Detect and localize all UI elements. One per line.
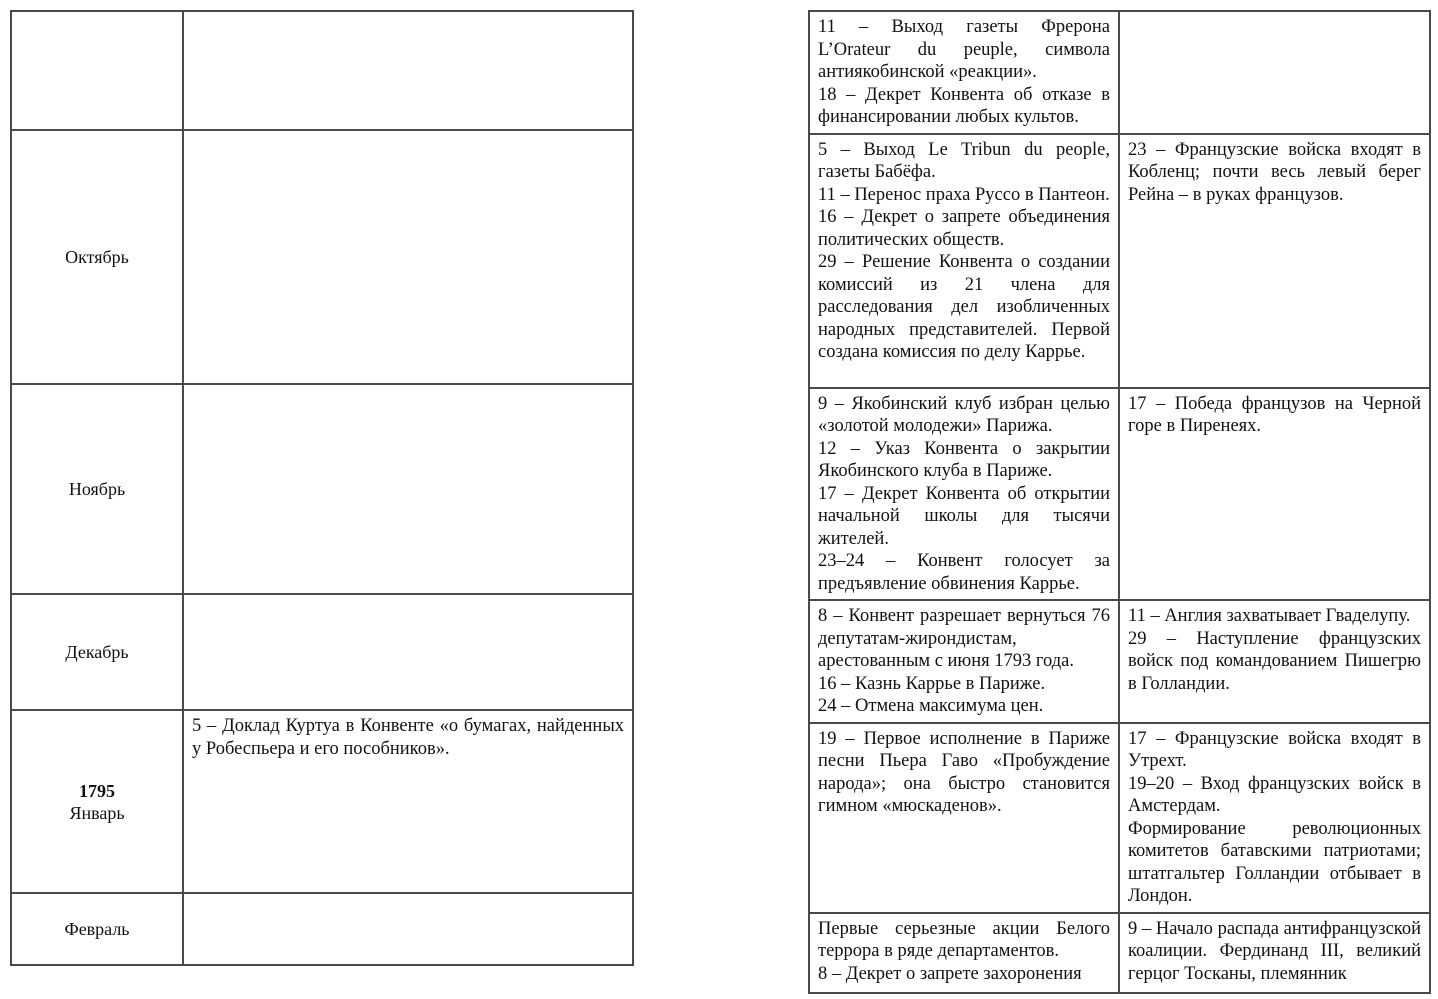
foreign-events-cell: [1119, 11, 1430, 134]
table-row: [809, 913, 1430, 993]
month-cell: [11, 384, 183, 594]
domestic-events-cell: [809, 134, 1119, 388]
domestic-events-cell: [809, 600, 1119, 723]
event-entry: 9 – Якобинский клуб избран целью «золотой молодежи» Парижа.: [818, 393, 1110, 436]
foreign-events-cell: [1119, 134, 1430, 388]
foreign-events-cell: [1119, 388, 1430, 601]
event-entry: 29 – Решение Конвента о создании комиссий из 21 члена для расследования дел изобличенных народных представителей. Первой создана комиссия по делу Каррье.: [818, 252, 1110, 362]
domestic-events-cell: [809, 723, 1119, 913]
event-entry: 9 – Начало распада антифранцузской коалиции. Фердинанд III, великий герцог Тосканы, племянник: [1128, 918, 1421, 984]
domestic-events-cell: [809, 11, 1119, 134]
events-cell: [183, 384, 633, 594]
event-entry: 19–20 – Вход французских войск в Амстердам.: [1128, 773, 1421, 816]
events-cell: [183, 594, 633, 710]
month-label: Ноябрь: [68, 479, 126, 499]
event-entry: 17 – Декрет Конвента об открытии начальной школы для тысячи жителей.: [818, 483, 1110, 549]
month-cell: [11, 710, 183, 893]
table-row: [11, 11, 633, 130]
event-entry: 5 – Доклад Куртуа в Конвенте «о бумагах, найденных у Робеспьера и его пособников».: [192, 716, 624, 759]
table-row: [809, 600, 1430, 723]
month-label: Январь: [69, 802, 125, 823]
event-entry: 5 – Выход Le Tribun du people, газеты Бабёфа.: [818, 139, 1110, 182]
table-row: [11, 710, 633, 893]
event-entry: 11 – Перенос праха Руссо в Пантеон.: [818, 184, 1110, 205]
event-entry: 29 – Наступление французских войск под командованием Пишегрю в Голландии.: [1128, 628, 1421, 694]
table-row: [809, 134, 1430, 388]
event-entry: 17 – Победа французов на Черной горе в Пиренеях.: [1128, 393, 1421, 436]
domestic-events-cell: [809, 388, 1119, 601]
event-entry: 18 – Декрет Конвента об отказе в финансировании любых культов.: [818, 84, 1110, 127]
domestic-events-cell: [809, 913, 1119, 993]
event-entry: Формирование революционных комитетов батавскими патриотами; штатгальтер Голландии отбывает в Лондон.: [1128, 818, 1421, 906]
table-row: [11, 384, 633, 594]
foreign-events-cell: [1119, 723, 1430, 913]
event-entry: 17 – Французские войска входят в Утрехт.: [1128, 728, 1421, 771]
events-cell: [183, 893, 633, 965]
event-entry: Первые серьезные акции Белого террора в ряде департаментов.: [818, 918, 1110, 961]
event-entry: 19 – Первое исполнение в Париже песни Пьера Гаво «Пробуждение народа»; она быстро становится гимном «мюскаденов».: [818, 728, 1110, 816]
events-cell: [183, 130, 633, 384]
year-label: 1795: [79, 780, 115, 801]
month-cell: [11, 893, 183, 965]
month-cell: [11, 594, 183, 710]
event-entry: 8 – Конвент разрешает вернуться 76 депутатам-жирондистам, арестованным с июня 1793 года.: [818, 606, 1110, 671]
foreign-events-cell: [1119, 600, 1430, 723]
event-entry: 12 – Указ Конвента о закрытии Якобинского клуба в Париже.: [818, 438, 1110, 481]
events-cell: [183, 11, 633, 130]
right-page-table: [808, 10, 1431, 994]
event-entry: 11 – Англия захватывает Гваделупу.: [1128, 606, 1411, 626]
month-label: Октябрь: [65, 247, 129, 267]
table-row: [809, 11, 1430, 134]
table-row: [11, 594, 633, 710]
event-entry: 11 – Выход газеты Фрерона L’Orateur du peuple, символа антиякобинской «реакции».: [818, 17, 1110, 82]
event-entry: 23–24 – Конвент голосует за предъявление обвинения Каррье.: [818, 551, 1110, 594]
left-page-table: [10, 10, 634, 966]
event-entry: 16 – Декрет о запрете объединения политических обществ.: [818, 207, 1110, 250]
month-cell: [11, 130, 183, 384]
event-entry: 8 – Декрет о запрете захоронения: [818, 963, 1082, 984]
month-cell: [11, 11, 183, 130]
event-entry: 16 – Казнь Каррье в Париже.: [818, 673, 1046, 694]
events-cell: [183, 710, 633, 893]
event-entry: 23 – Французские войска входят в Кобленц; почти весь левый берег Рейна – в руках французов.: [1128, 139, 1421, 205]
table-row: [11, 893, 633, 965]
month-label: Февраль: [64, 919, 130, 939]
table-row: [11, 130, 633, 384]
foreign-events-cell: [1119, 913, 1430, 993]
event-entry: 24 – Отмена максимума цен.: [818, 696, 1044, 716]
table-row: [809, 388, 1430, 601]
month-label: Декабрь: [65, 642, 129, 662]
table-row: [809, 723, 1430, 913]
